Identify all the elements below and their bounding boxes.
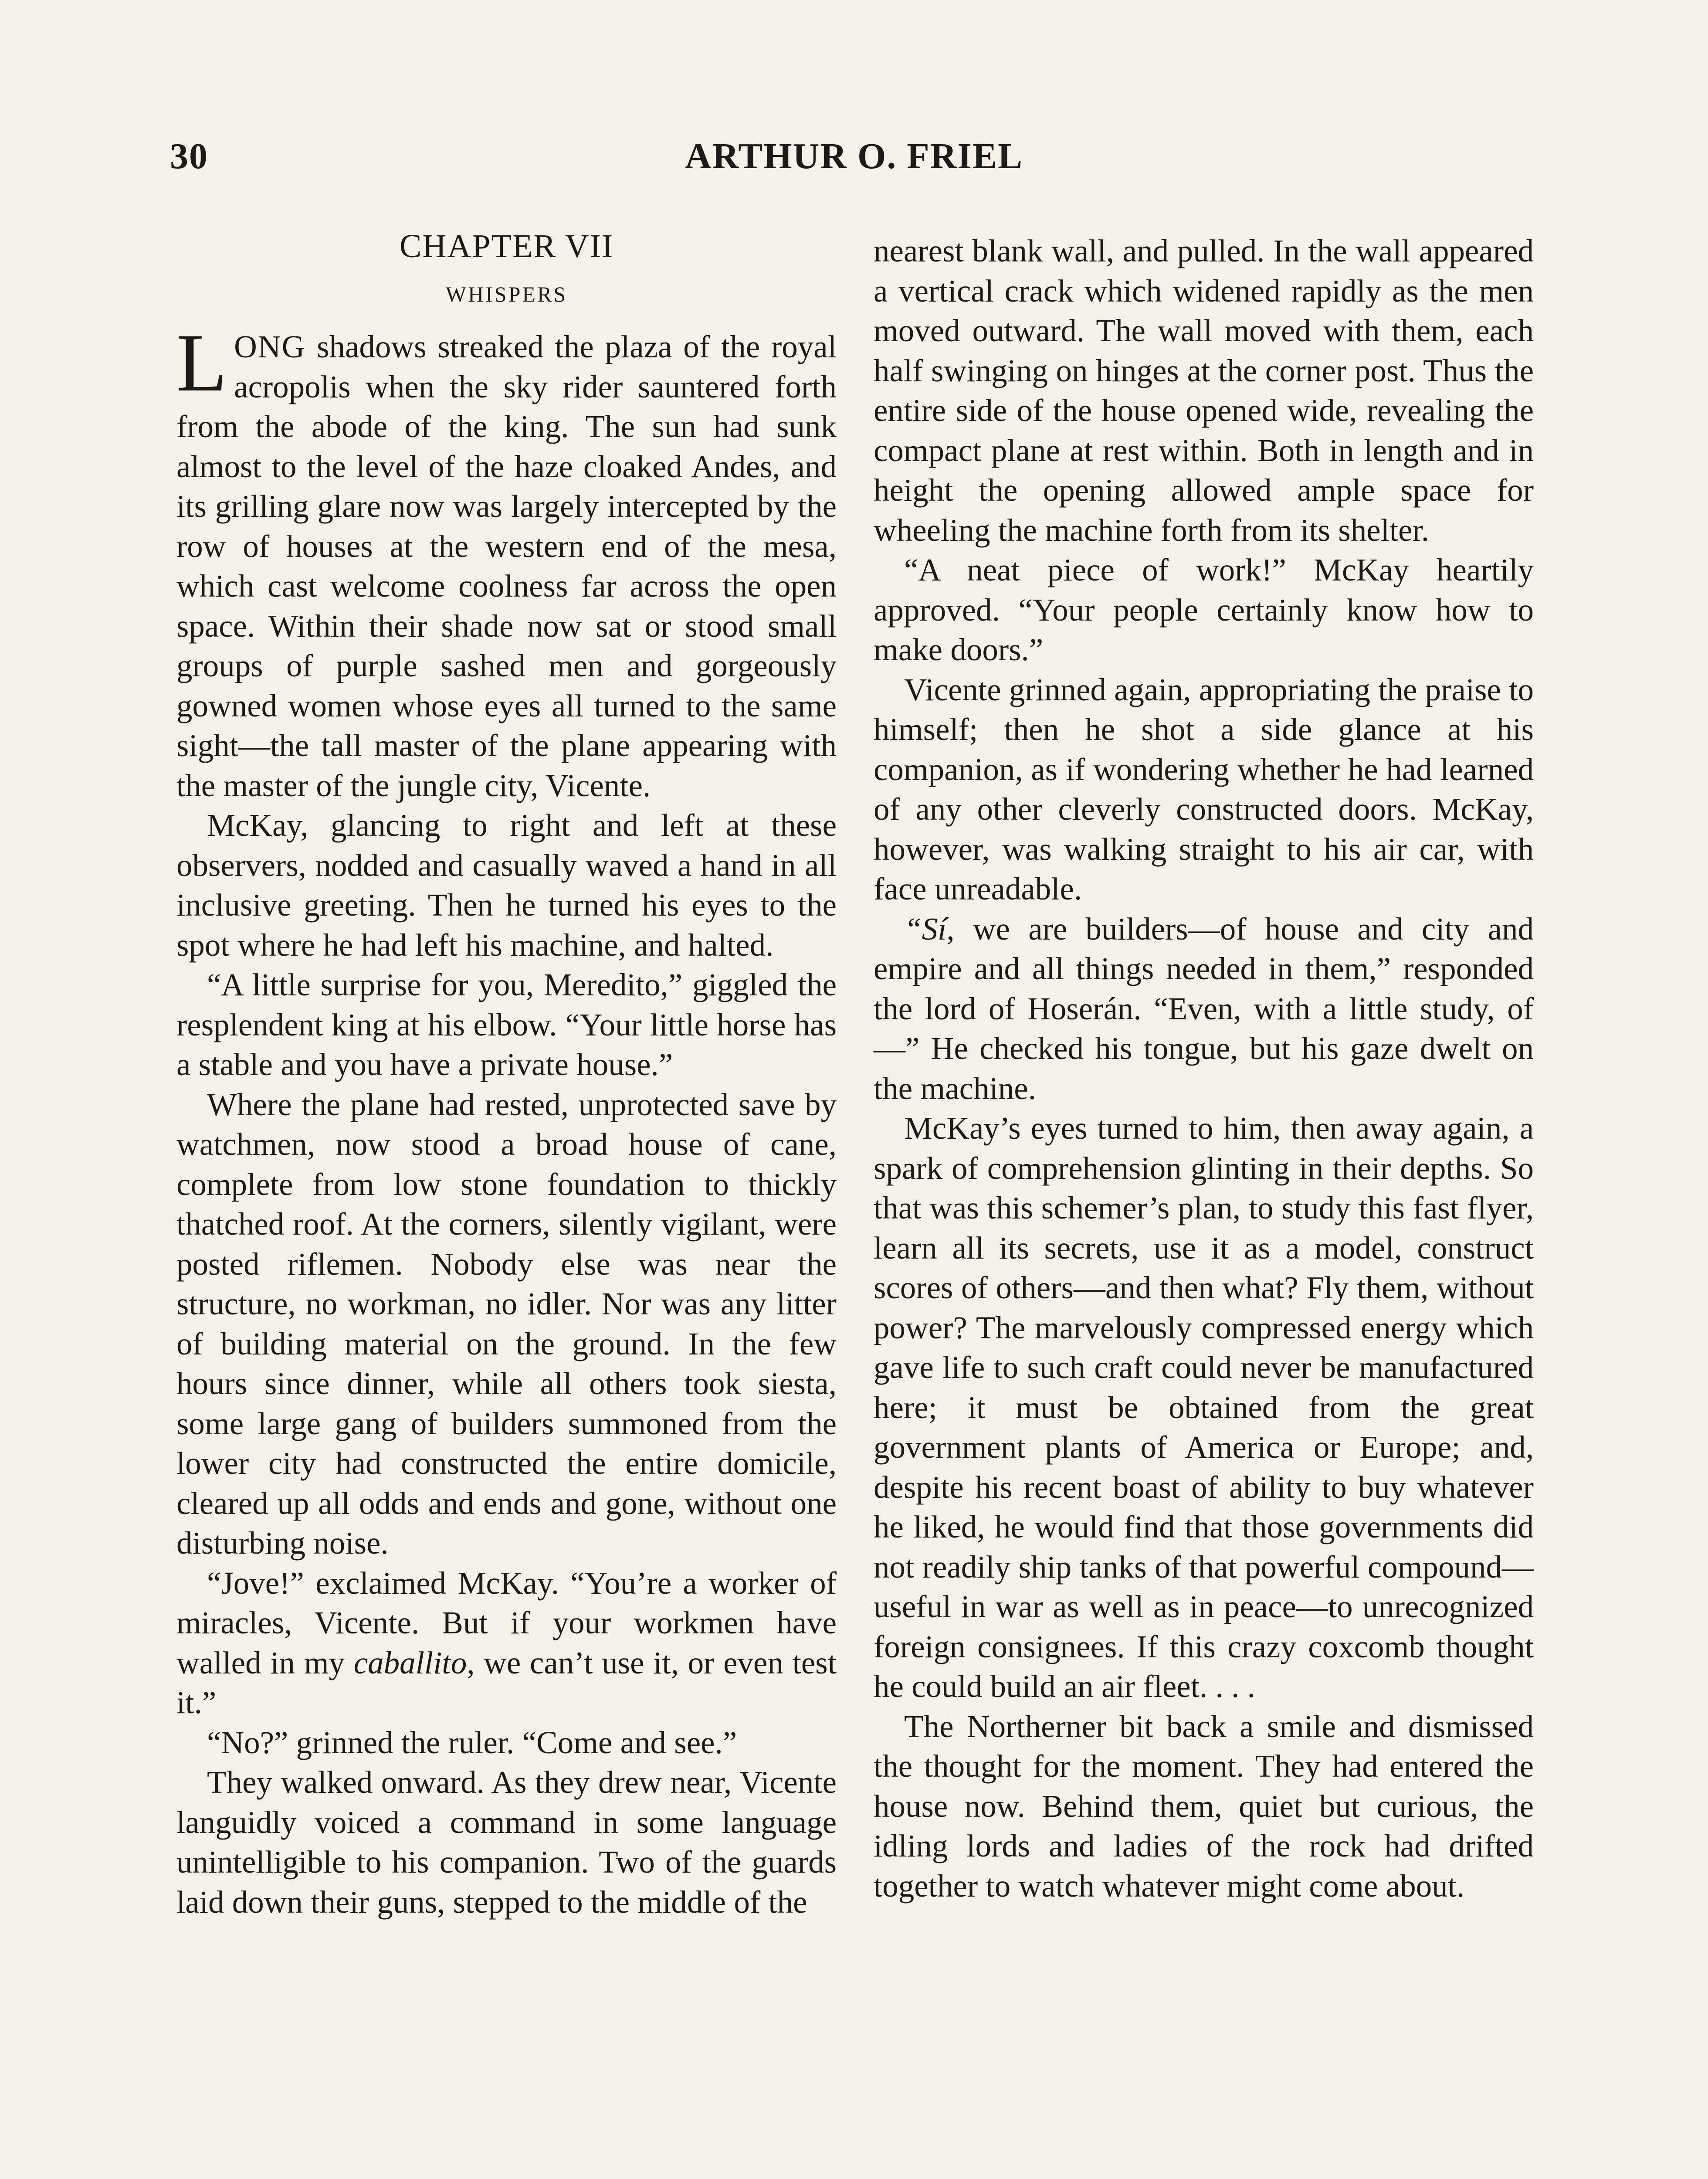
paragraph: Where the plane had rested, unprotected save by watchmen, now stood a broad house of cane, complete from low stone foundation to thickly thatched roof. At the corners, silently vigilant, were posted riflemen. Nobody else was near the structure, no workman, no idler. Nor was any litter of building material on the ground. In the few hours since dinner, while all others took siesta, some large gang of builders summoned from the lower city had constructed the entire domicile, cleared up all odds and ends and gone, without one disturbing noise.: [176, 1086, 837, 1561]
opening-small-caps: ONG: [234, 329, 306, 364]
page-number: 30: [170, 136, 208, 176]
paragraph-text: “Jove!” exclaimed McKay. “You’re a worker of miracles, Vicente. But if your workmen have walled in my: [176, 1565, 837, 1680]
paragraph: They walked onward. As they drew near, Vicente languidly voiced a command in some language unintelligible to his companion. Two of the guards laid down their guns, stepped to the middle of the: [176, 1765, 837, 1920]
chapter-subtitle: WHISPERS: [445, 282, 568, 306]
paragraph: “A neat piece of work!” McKay heartily approved. “Your people certainly know how to make doors.”: [874, 552, 1534, 667]
right-column: [874, 231, 1534, 1906]
running-head: [170, 135, 1538, 192]
opening-paragraph: [176, 317, 837, 805]
paragraph-text: , we are builders—of house and city and empire and all things needed in them,” responded the lord of Hoserán. “Even, with a little study, of—” He checked his tongue, but his gaze dwelt on the machine.: [874, 911, 1534, 1106]
chapter-title: CHAPTER VII: [399, 228, 614, 265]
italic-word: “Sí: [904, 911, 947, 947]
paragraph-text: , we can’t use it, or even test it.”: [176, 1645, 837, 1720]
paragraph: “No?” grinned the ruler. “Come and see.”: [207, 1724, 737, 1760]
left-column: [176, 227, 837, 1922]
drop-cap: L: [176, 317, 227, 409]
paragraph: “A little surprise for you, Meredito,” giggled the resplendent king at his elbow. “Your little horse has a stable and you have a private house.”: [176, 967, 837, 1082]
italic-word: caballito: [353, 1645, 467, 1680]
paragraph-jove: [176, 1563, 837, 1723]
paragraph-si: [874, 909, 1534, 1109]
paragraph: Vicente grinned again, appropriating the praise to himself; then he shot a side glance at his companion, as if wondering whether he had learned of any other cleverly constructed doors. McKay, however, was walking straight to his air car, with face unreadable.: [874, 672, 1534, 906]
paragraph: McKay, glancing to right and left at these observers, nodded and casually waved a hand in all inclusive greeting. Then he turned his eyes to the spot where he had left his machine, and halted.: [176, 808, 837, 963]
continued-paragraph: nearest blank wall, and pulled. In the wall appeared a vertical crack which widened rapidly as the men moved outward. The wall moved with them, each half swinging on hinges at the corner post. Thus the entire side of the house opened wide, revealing the compact plane at rest within. Both in length and in height the opening allowed ample space for wheeling the machine forth from its shelter.: [874, 233, 1534, 548]
opening-text: shadows streaked the plaza of the royal acropolis when the sky rider sauntered forth from the abode of the king. The sun had sunk almost to the level of the haze cloaked Andes, and its grilling glare now was largely intercepted by the row of houses at the western end of the mesa, which cast welcome coolness far across the open space. Within their shade now sat or stood small groups of purple sashed men and gorgeously gowned women whose eyes all turned to the same sight—the tall master of the plane appearing with the master of the jungle city, Vicente.: [176, 329, 837, 803]
running-head-author: ARTHUR O. FRIEL: [685, 136, 1023, 176]
paragraph: The Northerner bit back a smile and dismissed the thought for the moment. They had entered the house now. Behind them, quiet but curious, the idling lords and ladies of the rock had drifted together to watch whatever might come about.: [874, 1708, 1534, 1904]
paragraph: McKay’s eyes turned to him, then away again, a spark of comprehension glinting in their depths. So that was this schemer’s plan, to study this fast flyer, learn all its secrets, use it as a model, construct scores of others—and then what? Fly them, without power? The marvelously compressed energy which gave life to such craft could never be manufactured here; it must be obtained from the great government plants of America or Europe; and, despite his recent boast of ability to buy whatever he liked, he would find that those governments did not readily ship tanks of that powerful compound—useful in war as well as in peace—to unrecognized foreign consignees. If this crazy coxcomb thought he could build an air fleet. . . .: [874, 1110, 1534, 1704]
